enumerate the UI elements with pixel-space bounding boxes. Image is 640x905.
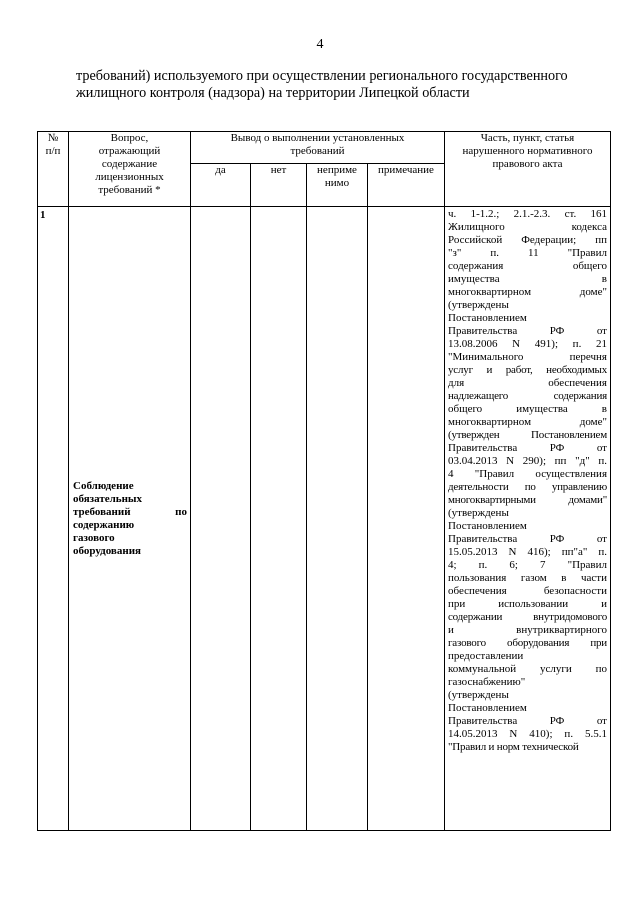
- reference-line: ч. 1-1.2.; 2.1.-2.3. ст. 161: [448, 208, 607, 220]
- header-yes: да: [191, 164, 251, 207]
- reference-line: "Минимального перечня: [448, 351, 607, 363]
- row-num: 1: [38, 207, 69, 831]
- header-num-line: п/п: [45, 145, 61, 157]
- header-reference: [445, 132, 611, 207]
- reference-line: Правительства РФ от: [448, 533, 607, 545]
- reference-line: газоснабжению": [448, 676, 526, 688]
- row-question-line: требований по: [73, 505, 187, 518]
- reference-line: (утверждены: [448, 299, 509, 311]
- header-question: [69, 132, 191, 207]
- header-question-line: требований *: [98, 184, 161, 196]
- reference-line: и внутриквартирного: [448, 624, 607, 636]
- header-conclusion: [191, 132, 445, 164]
- reference-line: предоставлении: [448, 650, 524, 662]
- reference-line: Постановлением: [448, 702, 527, 714]
- header-not-applicable-line: нимо: [324, 177, 350, 189]
- row-question-line: газового: [73, 531, 115, 544]
- reference-line: Жилищного кодекса: [448, 221, 607, 233]
- reference-line: коммунальной услуги по: [448, 663, 607, 675]
- reference-line: пользования газом в части: [448, 572, 607, 584]
- reference-line: Правительства РФ от: [448, 442, 607, 454]
- reference-line: для обеспечения: [448, 377, 607, 389]
- header-not-applicable: [307, 164, 368, 207]
- header-no: нет: [251, 164, 307, 207]
- reference-line: Правительства РФ от: [448, 325, 607, 337]
- reference-line: надлежащего содержания: [448, 390, 607, 402]
- reference-line: (утверждены: [448, 507, 509, 519]
- header-question-line: содержание: [101, 158, 158, 170]
- reference-line: газового оборудования при: [448, 637, 607, 649]
- row-question-line: обязательных: [73, 492, 143, 505]
- header-conclusion-line: Вывод о выполнении установленных: [230, 132, 405, 144]
- header-not-applicable-line: неприме: [317, 164, 357, 176]
- header-conclusion-line: требований: [290, 145, 345, 157]
- row-note: [368, 207, 445, 831]
- row-reference: [445, 207, 611, 831]
- reference-line: 13.08.2006 N 491); п. 21: [448, 338, 607, 350]
- page-number: 4: [316, 37, 324, 52]
- row-not-applicable: [307, 207, 368, 831]
- reference-line: многоквартирными домами": [448, 494, 607, 506]
- header-num: [38, 132, 69, 207]
- checklist-table: [37, 131, 611, 831]
- reference-line: (утверждены: [448, 689, 509, 701]
- header-note: примечание: [368, 164, 445, 207]
- reference-line: содержании внутридомового: [448, 611, 607, 623]
- header-num-line: №: [47, 132, 59, 144]
- header-reference-line: Часть, пункт, статья: [480, 132, 575, 144]
- reference-line: 14.05.2013 N 410); п. 5.5.1: [448, 728, 607, 740]
- reference-line: Правительства РФ от: [448, 715, 607, 727]
- reference-line: обеспечения безопасности: [448, 585, 607, 597]
- row-question: [69, 207, 191, 831]
- reference-line: 03.04.2013 N 290); пп "д" п.: [448, 455, 607, 467]
- row-question-line: содержанию: [73, 518, 135, 531]
- reference-line: "з" п. 11 "Правил: [448, 247, 607, 259]
- table-row: [38, 207, 611, 831]
- reference-line: Российской Федерации; пп: [448, 234, 607, 246]
- header-question-line: лицензионных: [95, 171, 164, 183]
- intro-line: жилищного контроля (надзора) на территории Липецкой области: [76, 85, 470, 101]
- reference-line: Постановлением: [448, 520, 527, 532]
- reference-line: многоквартирном доме": [448, 286, 607, 298]
- reference-line: услуг и работ, необходимых: [448, 364, 607, 376]
- header-question-line: Вопрос,: [110, 132, 149, 144]
- intro-paragraph: [76, 68, 616, 102]
- header-reference-line: правового акта: [492, 158, 563, 170]
- reference-line: общего имущества в: [448, 403, 607, 415]
- header-question-line: отражающий: [98, 145, 161, 157]
- reference-line: при использовании и: [448, 598, 607, 610]
- row-question-line: Соблюдение: [73, 479, 134, 492]
- reference-line: 15.05.2013 N 416); пп"а" п.: [448, 546, 607, 558]
- reference-line: "Правил и норм технической: [448, 741, 579, 753]
- row-question-line: оборудования: [73, 544, 141, 557]
- reference-line: Постановлением: [448, 312, 527, 324]
- header-reference-line: нарушенного нормативного: [462, 145, 593, 157]
- reference-line: содержания общего: [448, 260, 607, 272]
- reference-line: деятельности по управлению: [448, 481, 607, 493]
- reference-line: 4; п. 6; 7 "Правил: [448, 559, 607, 571]
- reference-line: (утвержден Постановлением: [448, 429, 607, 441]
- row-yes: [191, 207, 251, 831]
- intro-line: требований) используемого при осуществлении регионального государственного: [76, 68, 568, 84]
- row-no: [251, 207, 307, 831]
- reference-line: имущества в: [448, 273, 607, 285]
- reference-line: многоквартирном доме": [448, 416, 607, 428]
- reference-line: 4 "Правил осуществления: [448, 468, 607, 480]
